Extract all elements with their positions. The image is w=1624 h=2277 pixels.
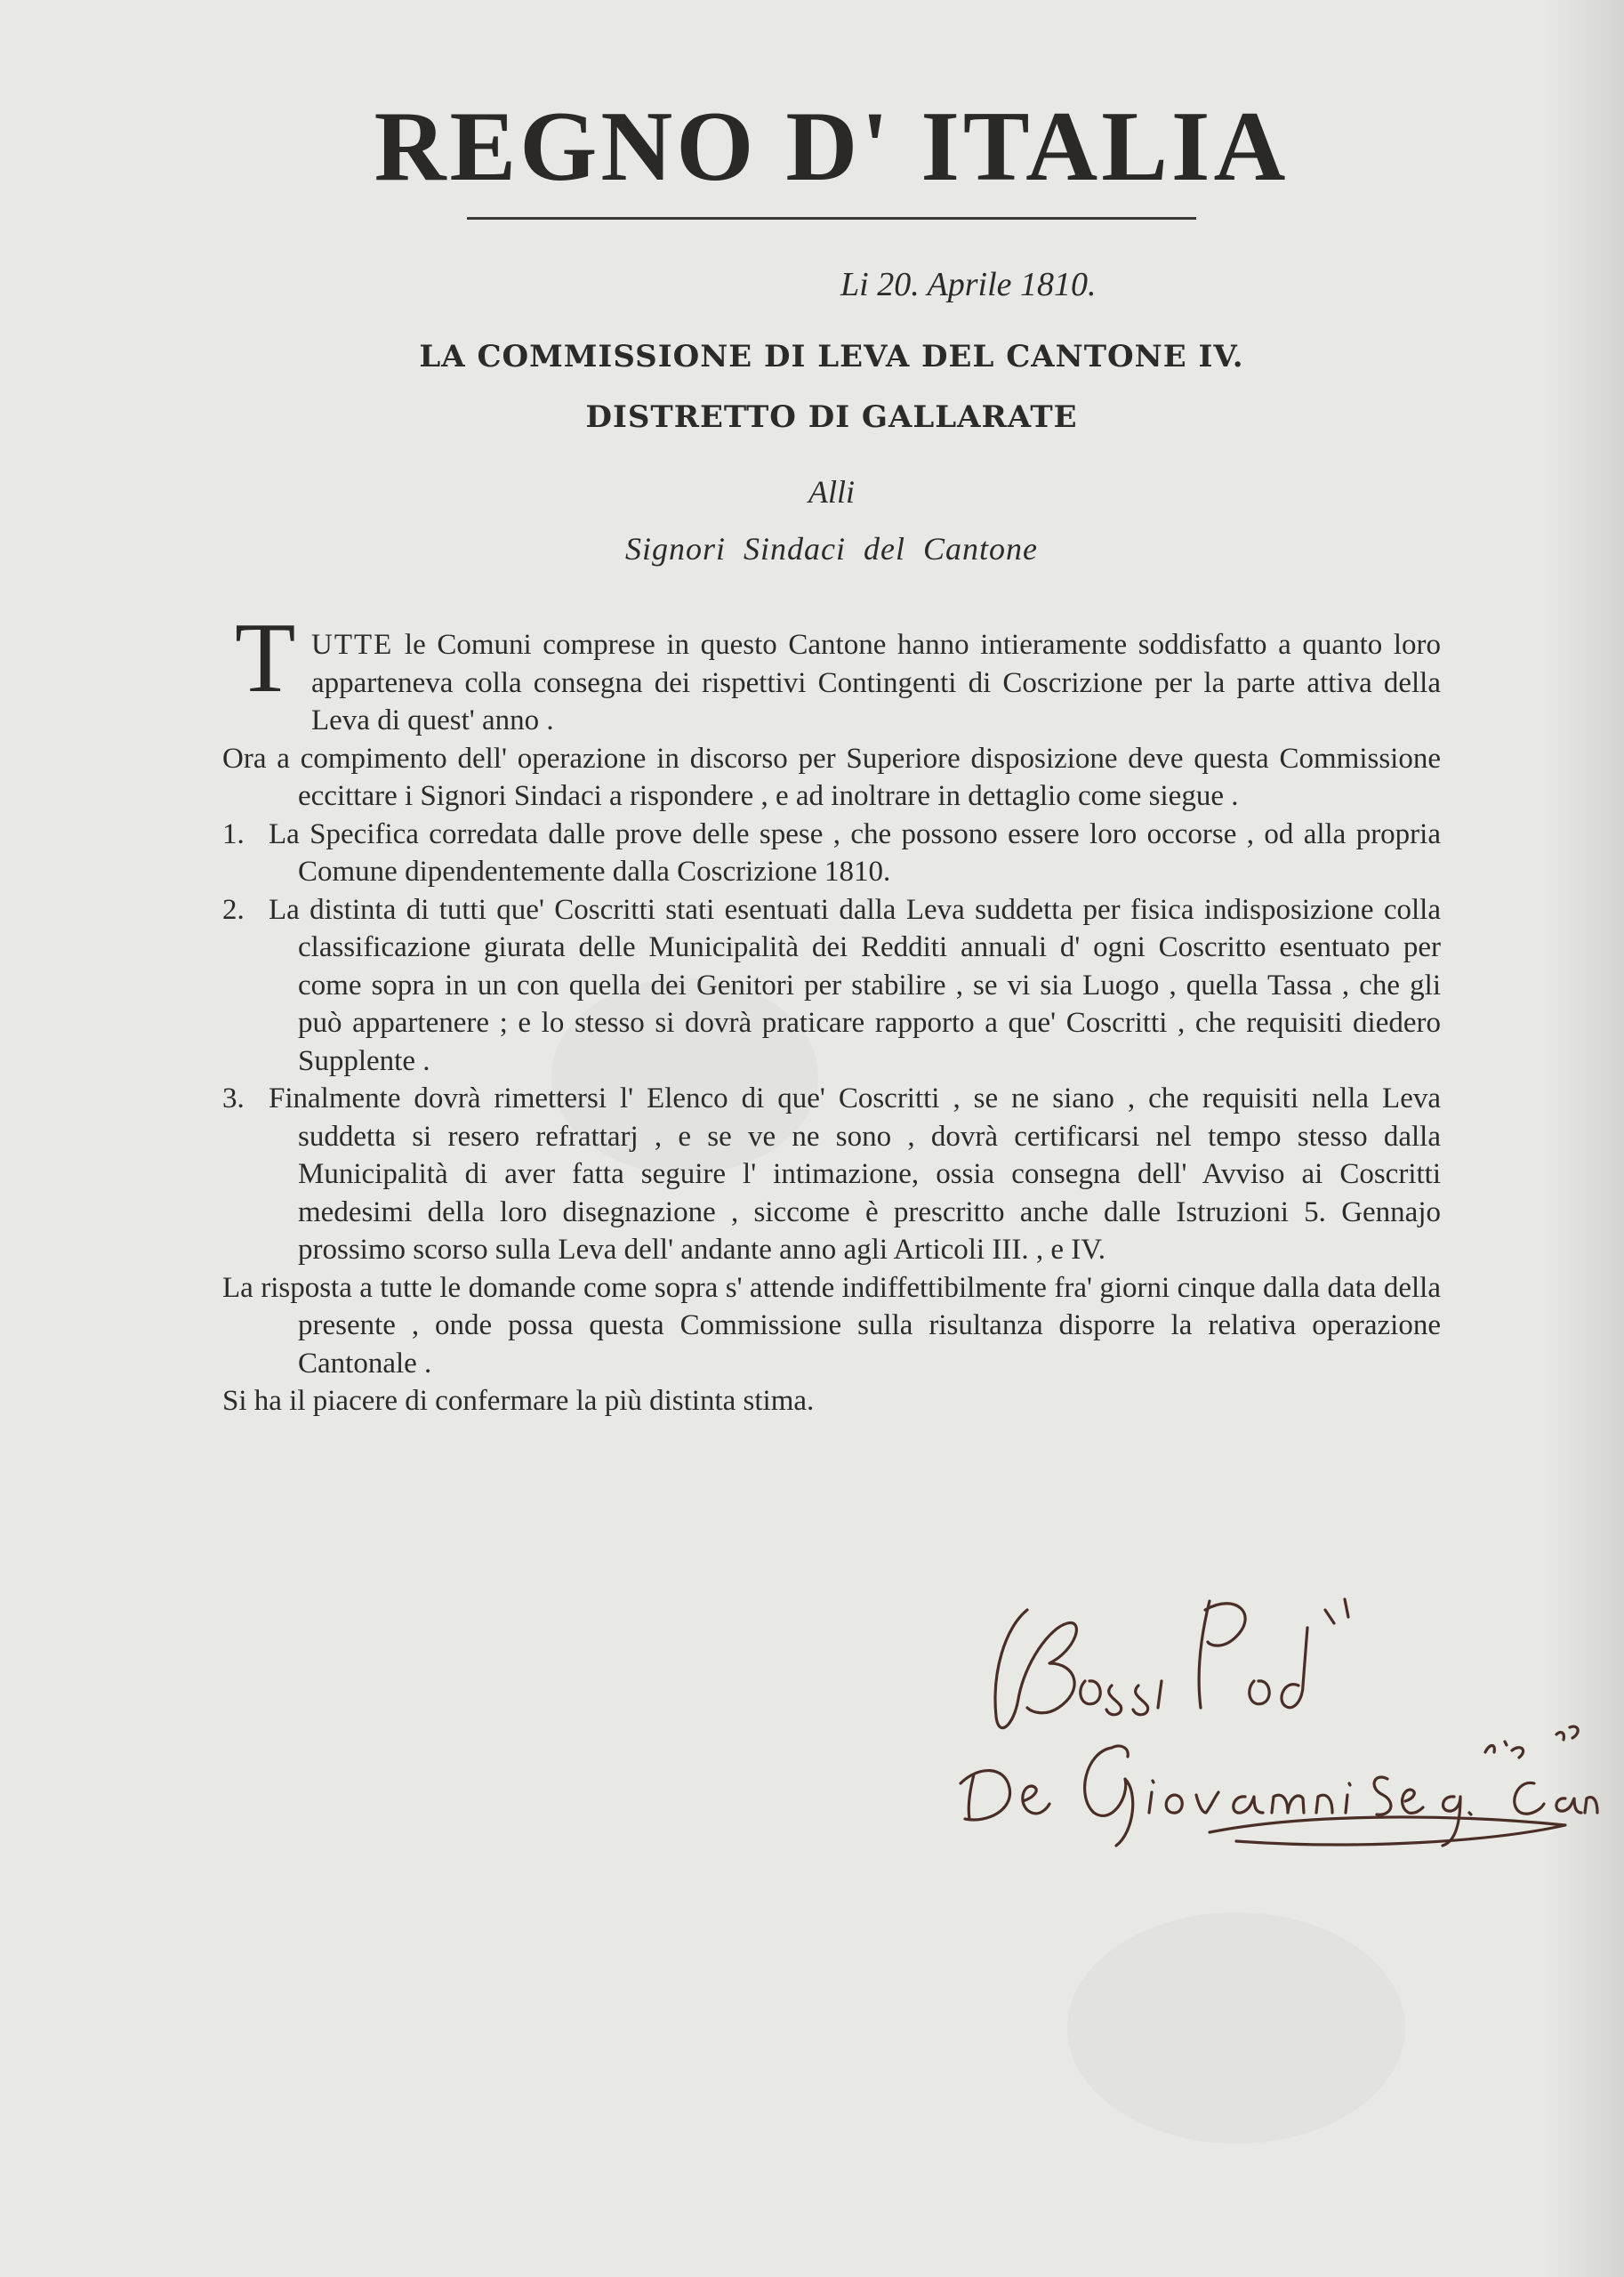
paragraph-ora: Ora a compimento dell' operazione in discorso per Superiore disposizione deve questa Commissione eccittare i Signori Sindaci a rispondere , e ad inoltrare in dettaglio come siegue . (222, 742, 1441, 812)
opening-text: le Comuni comprese in questo Cantone hanno intieramente soddisfatto a quanto loro apparteneva colla consegna dei rispettivi Contingenti di Coscrizione per la parte attiva della Leva di quest' anno . (311, 629, 1441, 736)
list-item-text: Finalmente dovrà rimettersi l' Elenco di que' Coscritti , se ne siano , che requisiti nella Leva suddetta si resero refrattarj , e se ve ne sono , dovrà certificarsi nel tempo stesso dalla Municipalità di aver fatta seguire l' intimazione, ossia consegna dell' Avviso ai Coscritti medesimi della loro disegnazione , siccome è prescritto anche dalle Istruzioni 5. Gennajo prossimo scorso sulla Leva dell' andante anno agli Articoli III. , e IV. (269, 1082, 1441, 1266)
document-title: REGNO D' ITALIA (374, 92, 1290, 202)
list-item (222, 891, 1441, 1081)
list-item-text: La Specifica corredata dalle prove delle spese , che possono essere loro occorse , od alla propria Comune dipendentemente dalla Coscrizione 1810. (269, 817, 1441, 888)
list-item (222, 816, 1441, 891)
opening-lead-word: UTTE (311, 629, 394, 661)
document-date: Li 20. Aprile 1810. (840, 266, 1097, 303)
district-heading: DISTRETTO DI GALLARATE (585, 399, 1078, 435)
title-rule (467, 217, 1196, 220)
paper-stain (1067, 1912, 1405, 2144)
handwritten-signature (943, 1574, 1601, 1859)
list-item-number: 1. (222, 817, 245, 850)
paragraph-risposta: La risposta a tutte le domande come sopra s' attende indiffettibilmente fra' giorni cinque dalla data della presente , onde possa questa Commissione sulla risultanza disporre la relativa operazione Cantonale . (222, 1271, 1441, 1380)
list-item-number: 2. (222, 893, 245, 926)
document-content (222, 89, 1441, 1420)
addressee-salutation: Alli (808, 474, 855, 510)
commission-heading: LA COMMISSIONE DI LEVA DEL CANTONE IV. (419, 339, 1244, 374)
page-edge-shadow (1544, 0, 1624, 2277)
drop-cap: T (235, 603, 296, 713)
letter-body (222, 603, 1441, 1420)
addressee-recipients: Signori Sindaci del Cantone (625, 531, 1038, 567)
closing-line: Si ha il piacere di confermare la più distinta stima. (222, 1385, 815, 1417)
list-item-number: 3. (222, 1082, 245, 1114)
list-item-text: La distinta di tutti que' Coscritti stati esentuati dalla Leva suddetta per fisica indisposizione colla classificazione giurata delle Municipalità dei Redditi annuali d' ogni Coscritto esentuato per come sopra in un con quella dei Genitori per stabilire , se vi sia Luogo , quella Tassa , che gli può appartenere ; e lo stesso si dovrà praticare rapporto a que' Coscritti , che requisiti diedero Supplente . (269, 893, 1441, 1077)
list-item (222, 1080, 1441, 1269)
opening-paragraph (222, 603, 1441, 740)
